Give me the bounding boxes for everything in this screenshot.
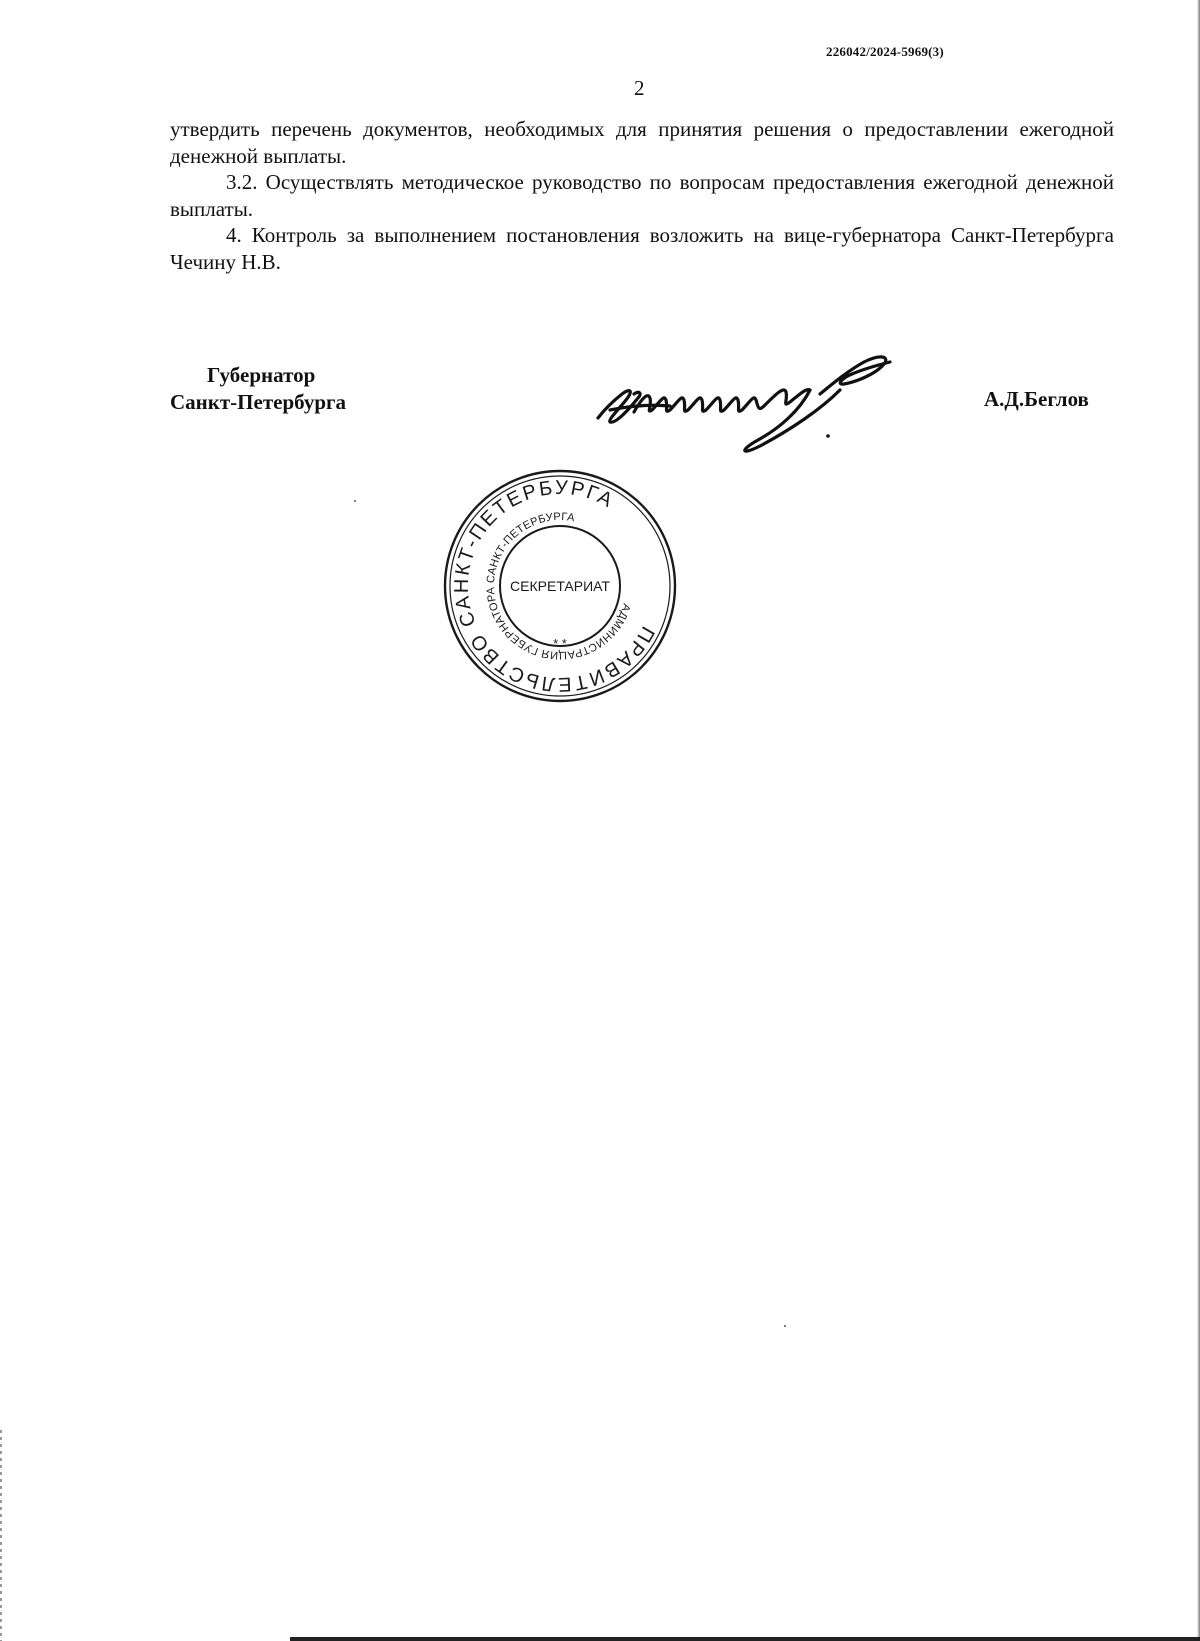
scan-artifact <box>354 500 356 502</box>
scan-artifact <box>784 1325 786 1327</box>
stamp-inner-text: АДМИНИСТРАЦИЯ ГУБЕРНАТОРА САНКТ-ПЕТЕРБУРГА <box>484 510 633 662</box>
stamp-center-text: СЕКРЕТАРИАТ <box>510 578 610 594</box>
handwritten-signature <box>590 350 950 460</box>
signatory-name: А.Д.Беглов <box>984 387 1089 411</box>
scan-edge-bottom <box>290 1637 1200 1641</box>
stamp-outer-text: ПРАВИТЕЛЬСТВО САНКТ-ПЕТЕРБУРГА <box>450 476 659 696</box>
signatory-title-line-1: Губернатор <box>207 363 316 387</box>
document-registration-number: 226042/2024-5969(3) <box>826 44 944 59</box>
paragraph-continuation: утвердить перечень документов, необходимых для принятия решения о предоставлении ежегодной денежной выплаты. <box>170 117 1114 168</box>
paragraph-3-2: 3.2. Осуществлять методическое руководство по вопросам предоставления ежегодной денежной выплаты. <box>170 170 1114 221</box>
scan-edge-left <box>0 1430 2 1641</box>
page-number: 2 <box>634 76 645 100</box>
signatory-title-line-2: Санкт-Петербурга <box>170 390 347 414</box>
document-body <box>170 116 1114 275</box>
stamp-stars: * * <box>553 636 567 651</box>
paragraph-4: 4. Контроль за выполнением постановления возложить на вице-губернатора Санкт-Петербурга Чечину Н.В. <box>170 223 1114 274</box>
official-stamp <box>442 468 678 704</box>
